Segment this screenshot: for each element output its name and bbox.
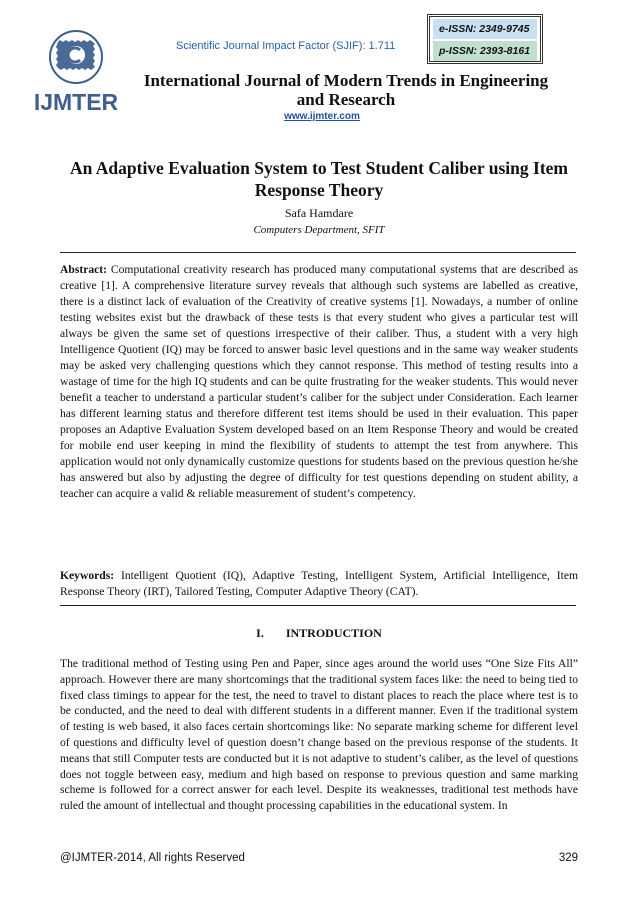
divider-bottom [60, 605, 576, 606]
author-affiliation: Computers Department, SFIT [253, 224, 385, 236]
section-title: INTRODUCTION [285, 626, 382, 640]
ijmter-logo [30, 24, 122, 122]
abstract-text: Computational creativity research has produced many computational systems that are described as creative [1]. A comprehensive literature survey reveals that although such systems are labelled as creative, there is a distinct lack of evaluation of the Creativity of creative systems [1]. Nowadays, a number of online testing websites exist but the drawback of these tests is that every student who gives a particular test will always be given the same set of questions irrespective of their caliber. Thus, a student with a very high Intelligence Quotient (IQ) may be forced to answer basic level questions and in the same way weaker students may be asked very challenging questions which they cannot response. This method of testing results into a wastage of time for the high IQ students and can be quite frustrating for the weaker students. This would never benefit a teacher to understand a particular student’s caliber for the subject under Consideration. Each learner has different learning status and therefore different test items should be used in their evaluation. This paper proposes an Adaptive Evaluation System developed based on an Item Response Theory and would be created for mobile end user keeping in mind the flexibility of students to attempt the test from anywhere. This application would not only dynamically customize questions for students based on the previous question he/she has answered but also by adjusting the degree of difficulty for test questions depending on student ability, a teacher can acquire a valid & reliable measurement of student’s competency. [60, 263, 578, 500]
journal-url-link[interactable]: www.ijmter.com [284, 111, 360, 122]
section-heading [0, 626, 638, 641]
eissn-label: e-ISSN: 2349-9745 [433, 19, 537, 39]
issn-box [427, 14, 543, 64]
pissn-label: p-ISSN: 2393-8161 [433, 41, 537, 61]
sjif-label: Scientific Journal Impact Factor (SJIF): 1.711 [176, 40, 396, 52]
page-number: 329 [558, 852, 578, 864]
abstract [60, 262, 578, 502]
footer-copyright: @IJMTER-2014, All rights Reserved [60, 852, 245, 864]
logo-text: IJMTER [33, 89, 119, 115]
divider-top [60, 252, 576, 253]
keywords [60, 568, 578, 600]
author-name: Safa Hamdare [284, 206, 354, 220]
keywords-label: Keywords: [60, 569, 115, 582]
abstract-label: Abstract: [60, 263, 108, 276]
paper-title: An Adaptive Evaluation System to Test Student Caliber using Item Response Theory [69, 158, 568, 200]
section-number: I. [256, 626, 264, 640]
introduction-text: The traditional method of Testing using Pen and Paper, since ages around the world uses “One Size Fits All” approach. However there are many shortcomings that the traditional system faces like: the need to being tied to fixed class timings to appear for the test, the need to travel to distant places to reach the place where test is to be conducted, and the need to deal with different students in a different manner. Even if the traditional system of testing is web based, it also faces certain shortcomings like: No separate marking scheme for different level of questions and difficulty level of question doesn’t change based on the previous response of the students. It means that still Computer tests are conducted but it is not adaptive to student’s caliber, as the level of questions does not toggle between easy, medium and high based on response to previous question and same marking scheme is followed for a correct answer for each level. Despite its weaknesses, traditional test methods have ruled the amount of intellectual and thought processing capabilities in the educational system. In [60, 657, 578, 813]
keywords-text: Intelligent Quotient (IQ), Adaptive Testing, Intelligent System, Artificial Intelligence, Item Response Theory (IRT), Tailored Testing, Computer Adaptive Theory (CAT). [60, 569, 578, 598]
journal-title: International Journal of Modern Trends in Engineering and Research [143, 71, 549, 109]
